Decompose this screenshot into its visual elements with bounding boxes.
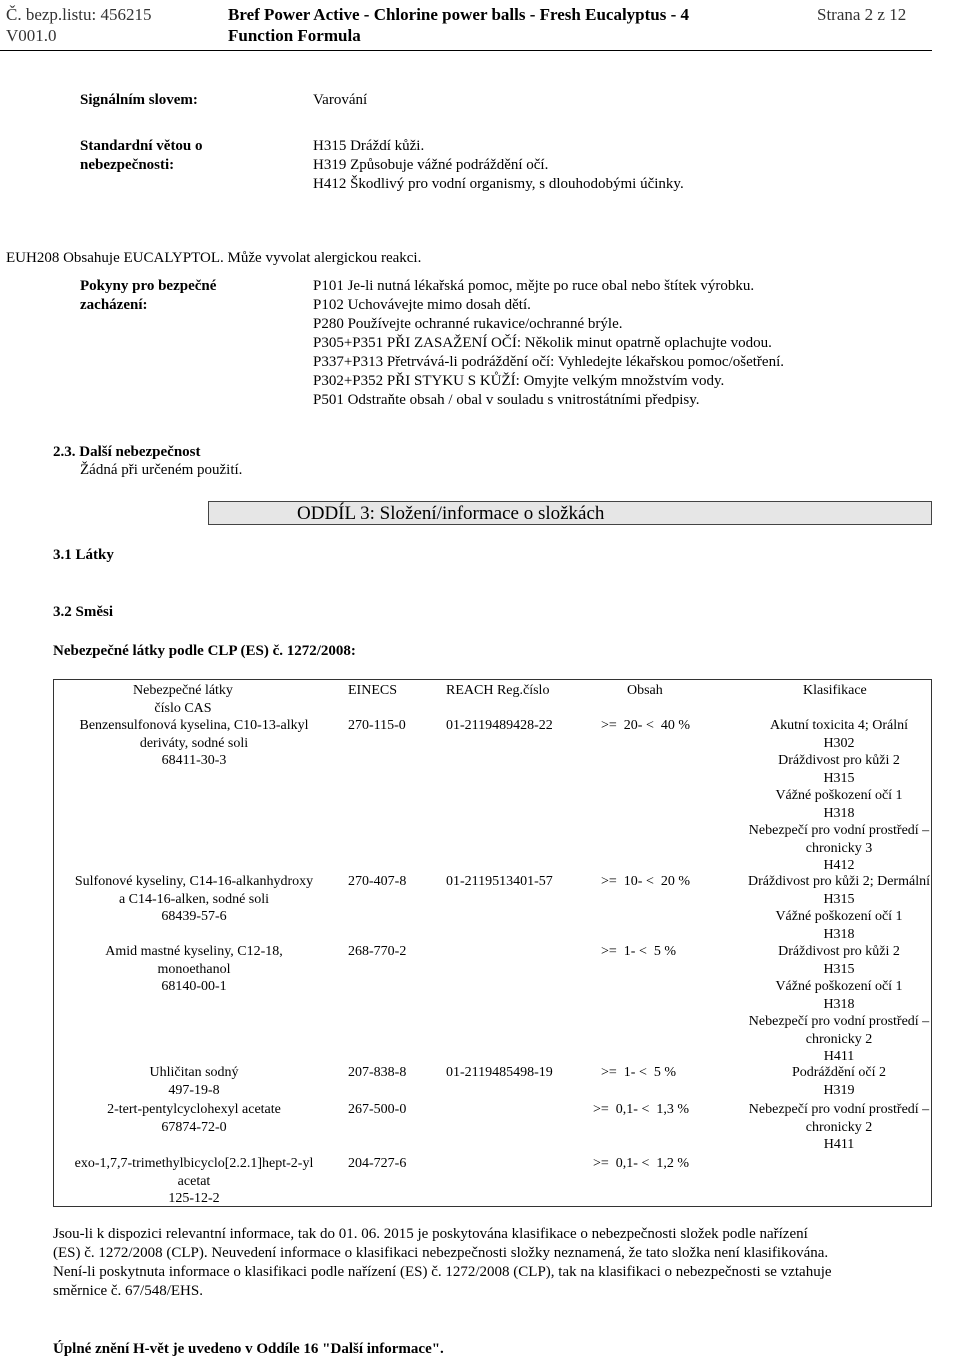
euh-statement: EUH208 Obsahuje EUCALYPTOL. Může vyvolat alergickou reakci.	[6, 250, 422, 266]
table-row-substance	[53, 1155, 335, 1208]
substance-name-line: a C14-16-alken, sodné soli	[118, 891, 270, 907]
substance-cas: 68140-00-1	[161, 979, 227, 994]
table-row-substance	[53, 1101, 335, 1136]
classification-line: Vážné poškození očí 1	[775, 979, 903, 994]
header-content: Obsah	[627, 683, 663, 698]
substance-cas: 68439-57-6	[161, 909, 227, 924]
header-classification: Klasifikace	[803, 683, 867, 698]
table-row-substance	[53, 1064, 335, 1099]
classification-line: H318	[823, 926, 855, 942]
table-row-substance	[53, 717, 335, 770]
content-cell: >= 0,1- < 1,2 %	[593, 1156, 690, 1171]
content-cell: >= 1- < 5 %	[601, 944, 677, 959]
substance-name-line: exo-1,7,7-trimethylbicyclo[2.2.1]hept-2-yl	[74, 1156, 314, 1171]
precautionary-label-line1: Pokyny pro bezpečné	[80, 278, 217, 294]
classification-line: Vážné poškození očí 1	[775, 788, 903, 803]
content-cell: >= 0,1- < 1,3 %	[593, 1102, 690, 1117]
substance-name-line: Uhličitan sodný	[149, 1065, 239, 1080]
header-einecs: EINECS	[348, 683, 397, 698]
classification-line: chronicky 2	[805, 1119, 873, 1135]
table-row-substance	[53, 943, 335, 996]
classification-cell	[730, 717, 948, 875]
precautionary-statement: P337+P313 Přetrvává-li podráždění očí: Vyhledejte lékařskou pomoc/ošetření.	[313, 354, 784, 370]
precautionary-statement: P102 Uchovávejte mimo dosah dětí.	[313, 297, 531, 313]
substance-name-line: monoethanol	[157, 961, 231, 977]
doc-version: V001.0	[6, 26, 57, 45]
substance-name-line: Benzensulfonová kyselina, C10-13-alkyl	[79, 718, 309, 733]
einecs-cell: 270-407-8	[348, 874, 407, 889]
doc-title-line2: Function Formula	[228, 26, 361, 45]
classification-line: H412	[823, 858, 855, 873]
table-row-substance	[53, 873, 335, 926]
classification-line: H315	[823, 770, 855, 786]
content-cell: >= 1- < 5 %	[601, 1065, 677, 1080]
einecs-cell: 204-727-6	[348, 1156, 407, 1171]
signal-word-label: Signálním slovem:	[80, 92, 198, 108]
substance-cas: 67874-72-0	[161, 1119, 227, 1135]
classification-cell	[730, 943, 948, 1066]
header-substance-line1: Nebezpečné látky	[133, 683, 233, 698]
classification-line: H315	[823, 891, 855, 907]
hazard-statements-label	[80, 137, 203, 175]
doc-number: Č. bezp.listu: 456215	[6, 5, 152, 24]
classification-line: Nebezpečí pro vodní prostředí –	[748, 1014, 930, 1029]
classification-line: H411	[823, 1137, 855, 1152]
classification-line: chronicky 3	[805, 840, 873, 856]
precautionary-statement: P302+P352 PŘI STYKU S KŮŽÍ: Omyjte velkým množstvím vody.	[313, 373, 725, 389]
einecs-cell: 207-838-8	[348, 1065, 407, 1080]
classification-cell	[730, 1064, 948, 1099]
classification-line: H319	[823, 1082, 855, 1098]
classification-line: Dráždivost pro kůži 2; Dermální	[748, 874, 930, 889]
precautionary-statement: P501 Odstraňte obsah / obal v souladu s vnitrostátními předpisy.	[313, 392, 700, 408]
classification-line: Dráždivost pro kůži 2	[778, 944, 900, 959]
hazard-statement: H412 Škodlivý pro vodní organismy, s dlouhodobými účinky.	[313, 176, 684, 192]
page-number: Strana 2 z 12	[817, 5, 907, 24]
header-substance-line2: číslo CAS	[154, 700, 212, 716]
precautionary-label	[80, 277, 216, 315]
substance-cas: 68411-30-3	[161, 753, 227, 768]
note-line: Není-li poskytnuta informace o klasifikaci podle nařízení (ES) č. 1272/2008 (CLP), tak na klasifikaci o nebezpečnosti se vztahuje	[53, 1264, 832, 1280]
classification-line: H302	[823, 735, 855, 751]
content-cell: >= 10- < 20 %	[601, 874, 691, 889]
section3-title: ODDÍL 3: Složení/informace o složkách	[297, 503, 605, 524]
substance-name-line: Sulfonové kyseliny, C14-16-alkanhydroxy	[74, 874, 314, 889]
section3-title-bar	[208, 501, 932, 525]
einecs-cell: 270-115-0	[348, 718, 406, 733]
doc-title-line1: Bref Power Active - Chlorine power balls - Fresh Eucalyptus - 4	[228, 5, 690, 24]
header-reach: REACH Reg.číslo	[446, 683, 550, 698]
classification-line: Akutní toxicita 4; Orální	[769, 718, 909, 733]
precautionary-statement: P101 Je-li nutná lékařská pomoc, mějte po ruce obal nebo štítek výrobku.	[313, 278, 755, 294]
substances-heading: 3.1 Látky	[53, 547, 114, 563]
note-line: směrnice č. 67/548/EHS.	[53, 1283, 203, 1299]
classification-note	[53, 1225, 832, 1301]
precautionary-statement: P305+P351 PŘI ZASAŽENÍ OČÍ: Několik minut opatrně oplachujte vodou.	[313, 335, 772, 351]
header-substance	[53, 682, 313, 717]
clp-heading: Nebezpečné látky podle CLP (ES) č. 1272/2008:	[53, 643, 356, 659]
reach-cell: 01-2119513401-57	[446, 874, 553, 889]
hazard-statements-list	[313, 137, 684, 194]
precautionary-statement: P280 Používejte ochranné rukavice/ochranné brýle.	[313, 316, 623, 332]
classification-cell	[730, 873, 948, 943]
precautionary-label-line2: zacházení:	[80, 297, 148, 313]
classification-line: H318	[823, 996, 855, 1012]
classification-cell	[730, 1101, 948, 1154]
classification-line: Podráždění očí 2	[791, 1065, 887, 1080]
classification-line: H315	[823, 961, 855, 977]
hazard-label-line1: Standardní větou o	[80, 138, 203, 154]
classification-line: H411	[823, 1049, 855, 1064]
hazard-statement: H315 Dráždí kůži.	[313, 138, 425, 154]
substance-cas: 125-12-2	[168, 1191, 220, 1206]
footer-note: Úplné znění H-vět je uvedeno v Oddíle 16 "Další informace".	[53, 1341, 444, 1357]
einecs-cell: 267-500-0	[348, 1102, 407, 1117]
other-hazards-text: Žádná při určeném použití.	[80, 462, 243, 478]
einecs-cell: 268-770-2	[348, 944, 407, 959]
mixtures-heading: 3.2 Směsi	[53, 604, 113, 620]
substance-name-line: deriváty, sodné soli	[139, 735, 249, 751]
classification-line: Nebezpečí pro vodní prostředí –	[748, 823, 930, 838]
precautionary-list	[313, 277, 784, 410]
classification-line: chronicky 2	[805, 1031, 873, 1047]
other-hazards-heading: 2.3. Další nebezpečnost	[53, 444, 201, 460]
classification-line: Dráždivost pro kůži 2	[778, 753, 900, 768]
substance-name-line: 2-tert-pentylcyclohexyl acetate	[107, 1102, 281, 1117]
header-rule	[0, 50, 932, 51]
reach-cell: 01-2119485498-19	[446, 1065, 553, 1080]
note-line: Jsou-li k dispozici relevantní informace, tak do 01. 06. 2015 je poskytována klasifikace o nebezpečnosti složek podle nařízení	[53, 1226, 808, 1242]
signal-word-value: Varování	[313, 92, 368, 108]
substance-cas: 497-19-8	[168, 1082, 220, 1098]
classification-line: Vážné poškození očí 1	[775, 909, 903, 924]
substance-name-line: acetat	[177, 1173, 211, 1189]
hazard-label-line2: nebezpečnosti:	[80, 157, 175, 173]
classification-line: H318	[823, 805, 855, 821]
reach-cell: 01-2119489428-22	[446, 718, 553, 733]
classification-line: Nebezpečí pro vodní prostředí –	[748, 1102, 930, 1117]
hazard-statement: H319 Způsobuje vážné podráždění očí.	[313, 157, 549, 173]
note-line: (ES) č. 1272/2008 (CLP). Neuvedení informace o klasifikaci nebezpečnosti složky neznamená, že tato složka není klasifikována.	[53, 1245, 829, 1261]
content-cell: >= 20- < 40 %	[601, 718, 691, 733]
substance-name-line: Amid mastné kyseliny, C12-18,	[105, 944, 283, 959]
